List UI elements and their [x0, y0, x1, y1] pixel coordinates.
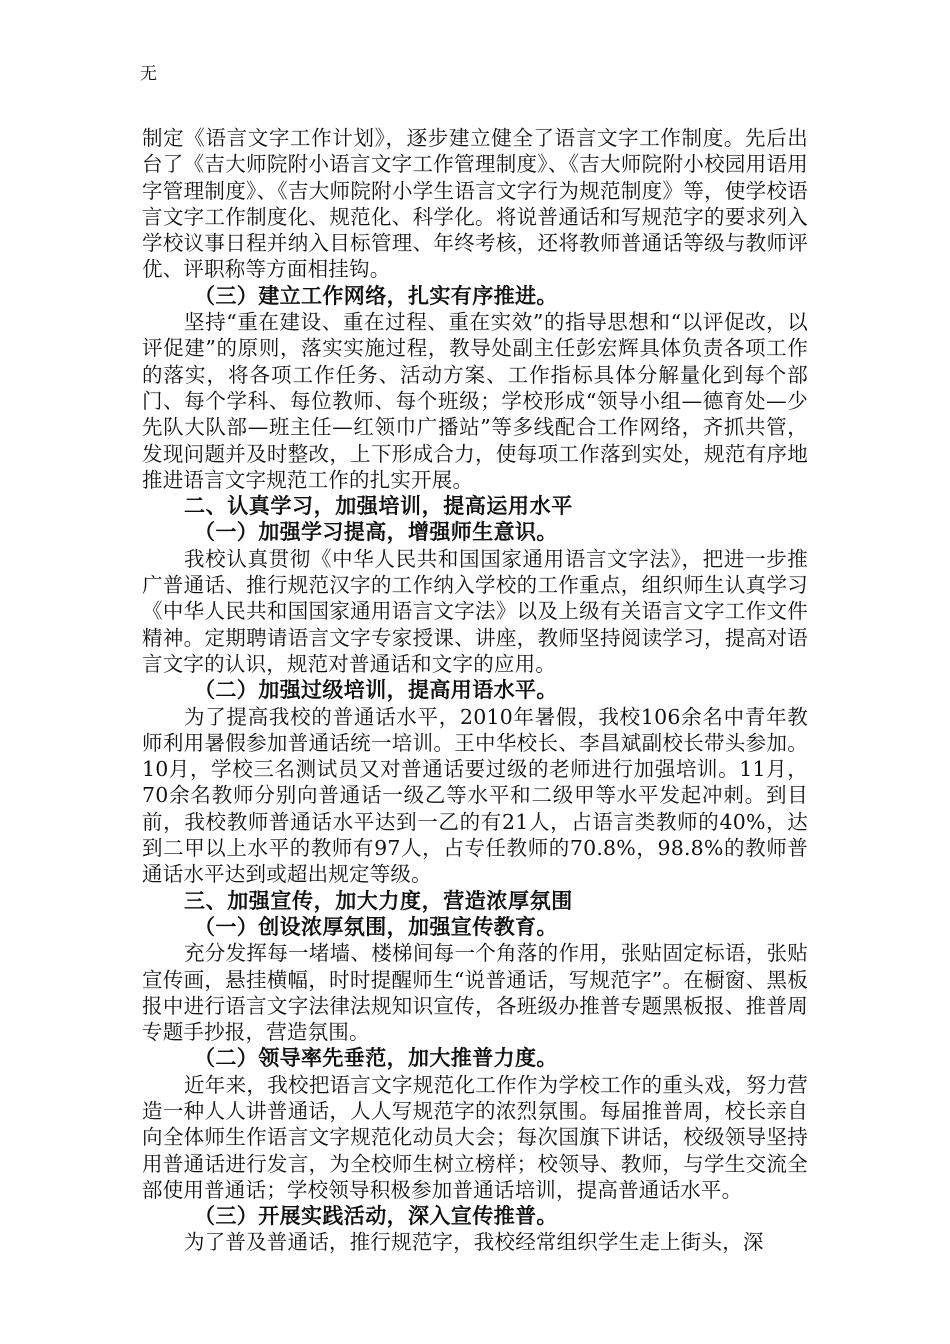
- body-paragraph: 制定《语言文字工作计划》，逐步建立健全了语言文字工作制度。先后出台了《吉大师院附小语言文字工作管理制度》、《吉大师院附小校园用语用字管理制度》、《吉大师院附小学生语言文字行为规范制度》等，使学校语言文字工作制度化、规范化、科学化。将说普通话和写规范字的要求列入学校议事日程并纳入目标管理、年终考核，还将教师普通话等级与教师评优、评职称等方面相挂钩。: [142, 126, 808, 282]
- body-paragraph: 充分发挥每一堵墙、楼梯间每一个角落的作用，张贴固定标语，张贴宣传画，悬挂横幅，时时提醒师生“说普通话，写规范字”。在橱窗、黑板报中进行语言文字法律法规知识宣传，各班级办推普专题黑板报、推普周专题手抄报，营造氛围。: [142, 941, 808, 1045]
- body-paragraph: 坚持“重在建设、重在过程、重在实效”的指导思想和“以评促改，以评促建”的原则，落实实施过程，教导处副主任彭宏辉具体负责各项工作的落实，将各项工作任务、活动方案、工作指标具体分解量化到每个部门、每个学科、每位教师、每个班级；学校形成“领导小组—德育处—少先队大队部—班主任—红领巾广播站”等多线配合工作网络，齐抓共管，发现问题并及时整改，上下形成合力，使每项工作落到实处，规范有序地推进语言文字规范工作的扎实开展。: [142, 310, 808, 492]
- subsection-heading: （二）领导率先垂范，加大推普力度。: [194, 1045, 558, 1071]
- subsection-heading: （三）建立工作网络，扎实有序推进。: [194, 282, 558, 308]
- subsection-heading: （三）开展实践活动，深入宣传推普。: [194, 1203, 558, 1229]
- body-paragraph: 近年来，我校把语言文字规范化工作作为学校工作的重头戏，努力营造一种人人讲普通话，人人写规范字的浓烈氛围。每届推普周，校长亲自向全体师生作语言文字规范化动员大会；每次国旗下讲话，校级领导坚持用普通话进行发言，为全校师生树立榜样；校领导、教师，与学生交流全部使用普通话；学校领导积极参加普通话培训，提高普通话水平。: [142, 1072, 808, 1202]
- subsection-heading: （一）加强学习提高，增强师生意识。: [194, 519, 558, 545]
- document-body: [142, 125, 808, 1256]
- subsection-heading: （一）创设浓厚氛围，加强宣传教育。: [194, 913, 558, 939]
- body-paragraph: 我校认真贯彻《中华人民共和国国家通用语言文字法》，把进一步推广普通话、推行规范汉字的工作纳入学校的工作重点，组织师生认真学习《中华人民共和国国家通用语言文字法》以及上级有关语言文字工作文件精神。定期聘请语言文字专家授课、讲座，教师坚持阅读学习，提高对语言文字的认识，规范对普通话和文字的应用。: [142, 546, 808, 676]
- body-paragraph: 为了提高我校的普通话水平，2010年暑假，我校106余名中青年教师利用暑假参加普通话统一培训。王中华校长、李昌斌副校长带头参加。10月，学校三名测试员又对普通话要过级的老师进行加强培训。11月，70余名教师分别向普通话一级乙等水平和二级甲等水平发起冲刺。到目前，我校教师普通话水平达到一乙的有21人，占语言类教师的40%，达到二甲以上水平的教师有97人，占专任教师的70.8%，98.8%的教师普通话水平达到或超出规定等级。: [142, 704, 808, 887]
- section-heading: 三、加强宣传，加大力度，营造浓厚氛围: [184, 887, 573, 913]
- section-heading: 二、认真学习，加强培训，提高运用水平: [184, 493, 573, 519]
- page-header: 无: [140, 64, 157, 84]
- subsection-heading: （二）加强过级培训，提高用语水平。: [194, 677, 558, 703]
- body-paragraph: 为了普及普通话，推行规范字，我校经常组织学生走上街头，深: [184, 1230, 764, 1255]
